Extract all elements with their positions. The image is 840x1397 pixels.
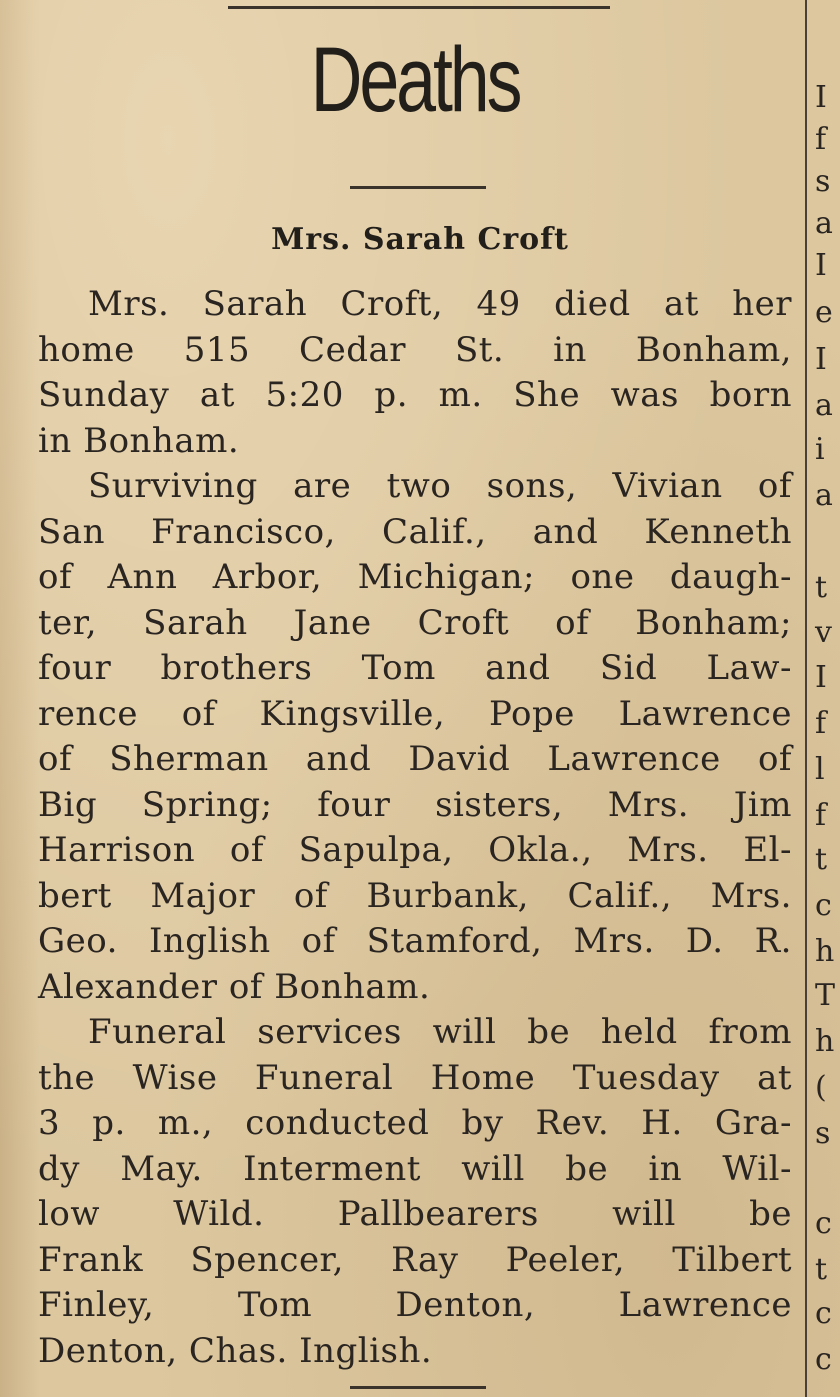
text-line: Funeral services will be held from bbox=[88, 1012, 792, 1052]
edge-char: ( bbox=[815, 1070, 827, 1105]
text-line: ter, Sarah Jane Croft of Bonham; bbox=[38, 602, 792, 643]
edge-char: v bbox=[815, 615, 832, 650]
text-line: Mrs. Sarah Croft, 49 died at her bbox=[88, 284, 792, 324]
edge-char: I bbox=[815, 80, 827, 115]
text-line: Harrison of Sapulpa, Okla., Mrs. El- bbox=[38, 830, 792, 870]
edge-char: I bbox=[815, 660, 827, 695]
edge-char: c bbox=[815, 1206, 832, 1241]
edge-char: t bbox=[815, 842, 828, 877]
edge-char: a bbox=[815, 478, 833, 513]
text-line: 3 p. m., conducted by Rev. H. Gra- bbox=[38, 1103, 792, 1143]
edge-char: a bbox=[815, 206, 833, 241]
text-line: San Francisco, Calif., and Kenneth bbox=[38, 511, 792, 552]
edge-char: h bbox=[815, 934, 835, 969]
text-line: Denton, Chas. Inglish. bbox=[38, 1330, 433, 1371]
text-line: four brothers Tom and Sid Law- bbox=[38, 648, 792, 688]
text-line: Finley, Tom Denton, Lawrence bbox=[38, 1285, 792, 1325]
edge-char: t bbox=[815, 570, 828, 605]
bottom-divider bbox=[350, 1386, 486, 1389]
text-line: Sunday at 5:20 p. m. She was born bbox=[38, 375, 792, 415]
edge-char: f bbox=[815, 706, 827, 741]
edge-char: c bbox=[815, 888, 832, 923]
text-line: the Wise Funeral Home Tuesday at bbox=[38, 1057, 792, 1098]
text-line: home 515 Cedar St. in Bonham, bbox=[38, 329, 792, 370]
text-line: of Sherman and David Lawrence of bbox=[38, 739, 792, 779]
edge-char: c bbox=[815, 1342, 832, 1377]
edge-char: f bbox=[815, 122, 827, 157]
edge-char: f bbox=[815, 798, 827, 833]
section-headline: Deaths bbox=[310, 29, 520, 131]
obituary-title: Mrs. Sarah Croft bbox=[271, 222, 569, 257]
edge-char: I bbox=[815, 248, 827, 283]
text-line: Big Spring; four sisters, Mrs. Jim bbox=[38, 784, 792, 825]
top-rule bbox=[228, 6, 610, 9]
text-line: low Wild. Pallbearers will be bbox=[38, 1194, 792, 1234]
text-line: Alexander of Bonham. bbox=[38, 966, 431, 1007]
obituary-body bbox=[38, 282, 792, 1374]
edge-char: l bbox=[815, 752, 825, 787]
text-line: Geo. Inglish of Stamford, Mrs. D. R. bbox=[38, 921, 792, 961]
edge-char: h bbox=[815, 1024, 835, 1059]
edge-char: c bbox=[815, 1296, 832, 1331]
text-line: dy May. Interment will be in Wil- bbox=[38, 1148, 792, 1189]
edge-char: t bbox=[815, 1252, 828, 1287]
text-line: rence of Kingsville, Pope Lawrence bbox=[38, 693, 792, 734]
edge-char: I bbox=[815, 342, 827, 377]
column-rule bbox=[805, 0, 807, 1397]
edge-char: s bbox=[815, 1116, 831, 1151]
edge-char: e bbox=[815, 295, 833, 330]
text-line: bert Major of Burbank, Calif., Mrs. bbox=[38, 875, 792, 916]
text-line: of Ann Arbor, Michigan; one daugh- bbox=[38, 557, 792, 597]
edge-char: i bbox=[815, 432, 825, 467]
edge-char: T bbox=[815, 978, 836, 1013]
headline-divider bbox=[350, 186, 486, 189]
edge-char: a bbox=[815, 388, 833, 423]
text-line: Surviving are two sons, Vivian of bbox=[88, 466, 792, 506]
edge-char: s bbox=[815, 164, 831, 199]
text-line: in Bonham. bbox=[38, 420, 240, 461]
text-line: Frank Spencer, Ray Peeler, Tilbert bbox=[38, 1239, 792, 1280]
